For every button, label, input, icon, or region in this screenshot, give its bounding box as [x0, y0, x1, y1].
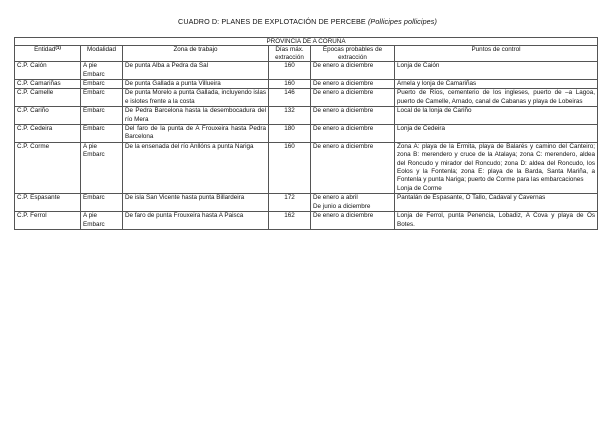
cell-puntos: [395, 107, 598, 125]
cell-epocas: [311, 62, 395, 80]
table-row: [15, 125, 598, 143]
cell-zona: De punta Gallada a punta Villueira: [123, 80, 269, 89]
document-title-species: (Pollicipes pollicipes): [367, 17, 437, 26]
table-row: [15, 80, 598, 89]
epoca-line: De enero a abril: [313, 194, 358, 202]
cell-epocas: [311, 194, 395, 212]
cell-modalidad: [81, 194, 123, 212]
cell-puntos: [395, 89, 598, 107]
header-zona: Zona de trabajo: [123, 46, 269, 62]
header-entidad: [15, 46, 81, 62]
table-row: [15, 62, 598, 80]
table-row: [15, 107, 598, 125]
cell-entidad: C.P. Espasante: [15, 194, 81, 212]
cell-zona: De isla San Vicente hasta punta Billardeira: [123, 194, 269, 212]
cell-dias: 160: [269, 62, 311, 80]
epoca-line: De enero a diciembre: [313, 125, 374, 133]
table-row: [15, 194, 598, 212]
cell-entidad: C.P. Cariño: [15, 107, 81, 125]
cell-epocas: [311, 125, 395, 143]
modalidad-line: A pie: [83, 62, 98, 70]
puntos-text: Arnela y lonja de Camariñas: [397, 80, 477, 87]
cell-zona: De punta Morelo a punta Gallada, incluyendo islas e islotes frente a la costa: [123, 89, 269, 107]
modalidad-line: Embarc: [83, 80, 105, 87]
cell-dias: 146: [269, 89, 311, 107]
puntos-text: Lonja de Ferrol, punta Penencia, Lobadiz, A Cova y playa de Os Botes.: [397, 212, 595, 228]
modalidad-line: Embarc: [83, 220, 105, 228]
cell-entidad: C.P. Camelle: [15, 89, 81, 107]
cell-modalidad: [81, 89, 123, 107]
cell-modalidad: [81, 107, 123, 125]
cell-entidad: C.P. Camariñas: [15, 80, 81, 89]
epoca-line: De enero a diciembre: [313, 80, 374, 87]
epoca-line: De enero a diciembre: [313, 212, 374, 220]
province-header: PROVINCIA DE A CORUÑA: [15, 38, 598, 46]
modalidad-line: A pie: [83, 142, 98, 150]
puntos-text: Pantalán de Espasante, O Tallo, Cadaval y Cavernas: [397, 194, 546, 202]
header-puntos: Puntos de control: [395, 46, 598, 62]
puntos-text: Puerto de Ríos, cementerio de los ingleses, puerto de –a Lagoa, puerto de Camelle, Arnado, canal de Cabanas y playa de Lobeiras: [397, 89, 595, 105]
cell-puntos: [395, 80, 598, 89]
cell-epocas: [311, 142, 395, 193]
cell-dias: 160: [269, 80, 311, 89]
document-title: [0, 17, 615, 26]
cell-puntos: [395, 125, 598, 143]
cell-modalidad: [81, 62, 123, 80]
cell-modalidad: [81, 212, 123, 230]
modalidad-line: Embarc: [83, 125, 105, 133]
plans-table: [14, 37, 598, 230]
cell-modalidad: [81, 142, 123, 193]
puntos-extra-text: Lonja de Corme: [397, 184, 442, 192]
header-entidad-label: Entidad: [34, 46, 56, 53]
header-epocas: Épocas probables de extracción: [311, 46, 395, 62]
cell-puntos: [395, 212, 598, 230]
cell-modalidad: [81, 125, 123, 143]
header-modalidad: Modalidad: [81, 46, 123, 62]
cell-epocas: [311, 89, 395, 107]
document-title-main: CUADRO D: PLANES DE EXPLOTACIÓN DE PERCEBE: [178, 17, 366, 26]
epoca-line: De enero a diciembre: [313, 62, 374, 70]
puntos-text: Local de la lonja de Cariño: [397, 107, 472, 115]
modalidad-line: Embarc: [83, 151, 105, 159]
table-row: [15, 89, 598, 107]
modalidad-line: Embarc: [83, 194, 105, 202]
cell-entidad: C.P. Cedeira: [15, 125, 81, 143]
cell-dias: 160: [269, 142, 311, 193]
cell-puntos: [395, 62, 598, 80]
cell-entidad: C.P. Caión: [15, 62, 81, 80]
header-entidad-footnote: (1): [55, 45, 61, 50]
modalidad-line: Embarc: [83, 107, 105, 115]
table-row: [15, 142, 598, 193]
cell-zona: De punta Alba a Pedra da Sal: [123, 62, 269, 80]
cell-dias: 172: [269, 194, 311, 212]
modalidad-line: Embarc: [83, 70, 105, 78]
cell-zona: De Pedra Barcelona hasta la desembocadura del río Mera: [123, 107, 269, 125]
cell-zona: De la ensenada del río Anllóns a punta Nariga: [123, 142, 269, 193]
table-row: [15, 212, 598, 230]
epoca-line: De enero a diciembre: [313, 107, 374, 115]
cell-epocas: [311, 80, 395, 89]
puntos-text: Zona A: playa de la Ermita, playa de Balarés y camino del Canteiro; zona B: merendero y cruce de la Atalaya; zona C: merendero, aldea del Roncudo y mirador del Roncudo; zona D: aldea del Roncudo, los Eolos y la Fontenla; zona E: playa de la Barda, Santa Mariña, a Fontenla y punta Nariga; puerto de Corme para las embarcaciones: [397, 142, 595, 184]
modalidad-line: Embarc: [83, 89, 105, 97]
epoca-line: De enero a diciembre: [313, 142, 374, 150]
cell-entidad: C.P. Ferrol: [15, 212, 81, 230]
header-dias: Días máx. extracción: [269, 46, 311, 62]
epoca-line: De enero a diciembre: [313, 89, 374, 97]
cell-puntos: [395, 194, 598, 212]
cell-zona: De faro de punta Frouxeira hasta A Paisca: [123, 212, 269, 230]
cell-puntos: [395, 142, 598, 193]
cell-zona: Del faro de la punta de A Frouxeira hasta Pedra Barcelona: [123, 125, 269, 143]
epoca-line: De junio a diciembre: [313, 202, 371, 210]
puntos-text: Lonja de Caión: [397, 62, 440, 70]
cell-dias: 132: [269, 107, 311, 125]
cell-epocas: [311, 107, 395, 125]
modalidad-line: A pie: [83, 212, 98, 220]
cell-epocas: [311, 212, 395, 230]
puntos-text: Lonja de Cedeira: [397, 125, 445, 133]
cell-dias: 180: [269, 125, 311, 143]
cell-entidad: C.P. Corme: [15, 142, 81, 193]
cell-dias: 162: [269, 212, 311, 230]
cell-modalidad: [81, 80, 123, 89]
